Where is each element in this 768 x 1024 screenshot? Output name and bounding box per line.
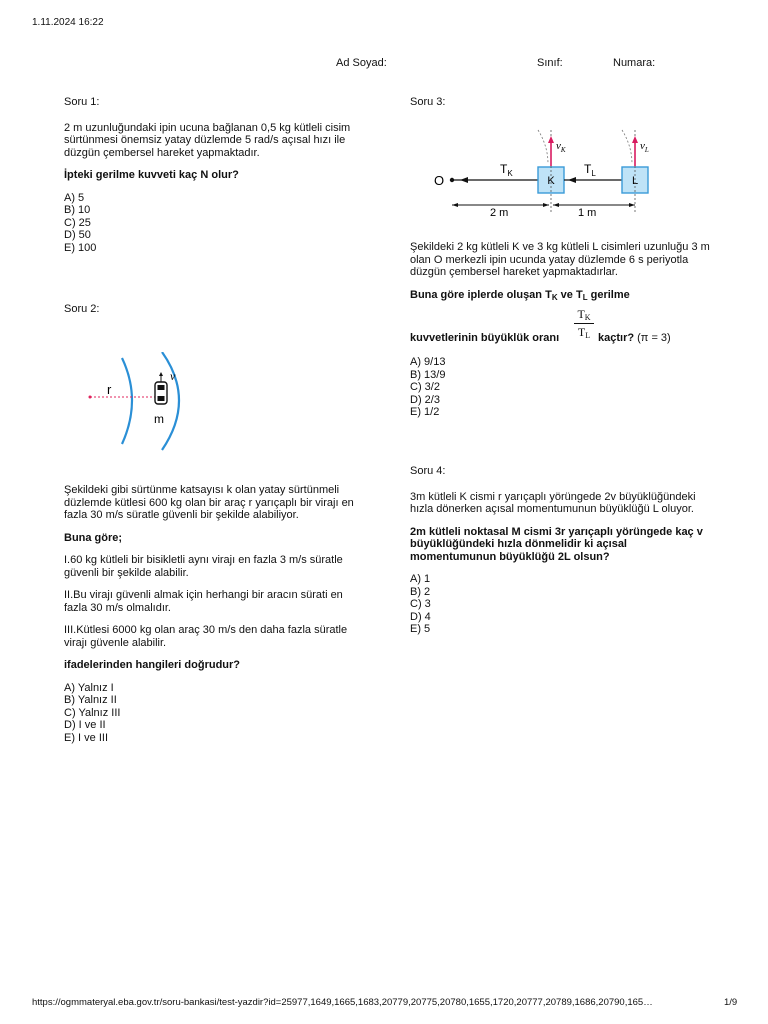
option-b[interactable]: B) 2: [410, 585, 431, 598]
velocity-arrow-head: [159, 372, 163, 376]
option-b[interactable]: B) 13/9: [410, 368, 446, 381]
option-c[interactable]: C) Yalnız III: [64, 706, 121, 719]
l-path: [622, 130, 632, 164]
dim-1m-left: [553, 203, 559, 207]
question-4: [410, 465, 710, 636]
dim-1m-label: 1 m: [578, 207, 597, 219]
option-e[interactable]: E) 100: [64, 241, 97, 254]
question-3-prompt-end: kaçtır? (π = 3): [598, 332, 671, 344]
question-2-buna-gore: Buna göre;: [64, 531, 123, 544]
question-2-options: [64, 682, 364, 745]
question-3-title: Soru 3:: [410, 96, 446, 108]
statement-2: II.Bu virajı güvenli almak için herhangi bir aracın sürati en fazla 30 m/s olmalıdır.: [64, 589, 343, 614]
vl-vector-head: [632, 136, 638, 143]
option-a[interactable]: A) Yalnız I: [64, 681, 114, 694]
question-1-text: 2 m uzunluğundaki ipin ucuna bağlanan 0,5 kg kütleli cisim sürtünmesi önemsiz yatay düzlemde 5 rad/s açısal hızı ile düzgün çembersel hareket yapmaktadır.: [64, 121, 351, 159]
car-window-rear: [158, 396, 165, 401]
option-c[interactable]: C) 3: [410, 598, 431, 610]
ratio-denominator: $T_L$: [577, 325, 591, 340]
option-d[interactable]: D) 4: [410, 610, 431, 623]
ratio-fraction: [574, 307, 594, 340]
inner-arc: [122, 358, 132, 444]
k-label: K: [547, 175, 555, 187]
option-e[interactable]: E) I ve III: [64, 731, 109, 744]
statement-3: III.Kütlesi 6000 kg olan araç 30 m/s den daha fazla süratle virajı güvenle alabilir.: [64, 624, 348, 649]
question-2: [64, 484, 364, 744]
question-3-prompt-line1: Buna göre iplerde oluşan $T_K$ ve $T_L$ gerilme: [410, 288, 630, 302]
question-2-title: Soru 2:: [64, 303, 100, 315]
curve-figure: [82, 352, 192, 452]
question-3-text: Şekildeki 2 kg kütleli K ve 3 kg kütleli L cisimleri uzunluğu 3 m olan O merkezli ipin ucunda yatay düzlemde 6 s periyotla düzgün çembersel hareket yapmaktadırlar.: [410, 241, 710, 278]
vk-vector-head: [548, 136, 554, 143]
o-label: O: [434, 173, 445, 188]
dim-2m-right: [543, 203, 549, 207]
option-c[interactable]: C) 25: [64, 216, 91, 229]
option-e[interactable]: E) 1/2: [410, 406, 440, 418]
option-a[interactable]: A) 5: [64, 191, 85, 204]
question-3-title-wrap: [410, 96, 710, 109]
option-d[interactable]: D) 50: [64, 229, 91, 241]
question-4-title: Soru 4:: [410, 465, 446, 477]
question-3: [410, 241, 710, 304]
center-point: [89, 396, 92, 399]
question-4-prompt: 2m kütleli noktasal M cismi 3r yarıçaplı yörüngede kaç v büyüklüğündeki hızla dönmelidir ki açısal momentumunun büyüklüğü 2L olsun?: [410, 525, 703, 563]
question-1-options: [64, 192, 364, 255]
number-label: Numara:: [613, 57, 656, 69]
strings-figure: [430, 124, 670, 224]
option-d[interactable]: D) I ve II: [64, 719, 106, 731]
k-path: [538, 130, 548, 164]
r-label: r: [107, 382, 112, 397]
option-c[interactable]: C) 3/2: [410, 381, 440, 393]
question-1-title: Soru 1:: [64, 96, 100, 108]
dim-1m-right: [629, 203, 635, 207]
tk-arrow-head: [460, 177, 468, 183]
question-1: [64, 96, 364, 254]
question-1-prompt: İpteki gerilme kuvveti kaç N olur?: [64, 169, 239, 181]
tk-label: $T_K$: [500, 162, 513, 178]
dim-2m-left: [452, 203, 458, 207]
page-number: 1/9: [724, 997, 738, 1008]
question-3-options: [410, 356, 610, 419]
ratio-numerator: $T_K$: [577, 307, 591, 322]
m-label: m: [154, 412, 164, 426]
tl-arrow-head: [568, 177, 576, 183]
option-b[interactable]: B) Yalnız II: [64, 694, 117, 706]
question-3-prompt-line2: kuvvetlerinin büyüklük oranı: [410, 332, 560, 344]
class-label: Sınıf:: [537, 57, 563, 69]
car-window: [158, 385, 165, 390]
option-b[interactable]: B) 10: [64, 204, 91, 216]
tl-label: $T_L$: [584, 162, 596, 178]
dim-2m-label: 2 m: [490, 207, 509, 219]
option-a[interactable]: A) 9/13: [410, 356, 446, 368]
question-2-title-wrap: [64, 303, 364, 316]
option-a[interactable]: A) 1: [410, 573, 431, 585]
name-label: Ad Soyad:: [336, 57, 387, 69]
option-e[interactable]: E) 5: [410, 623, 431, 635]
question-4-text: 3m kütleli K cismi r yarıçaplı yörüngede 2v büyüklüğündeki hızla dönerken açısal momentumunun büyüklüğü L oluyor.: [410, 490, 696, 515]
question-4-options: [410, 573, 710, 636]
question-2-prompt: ifadelerinden hangileri doğrudur?: [64, 659, 241, 671]
footer: [32, 997, 738, 1008]
vl-label: $v_L$: [640, 140, 649, 154]
v-label: v: [170, 369, 176, 383]
footer-url[interactable]: https://ogmmateryal.eba.gov.tr/soru-bankasi/test-yazdir?id=25977,1649,1665,1683,20779,20775,20780,1655,1720,20777,20789,1686,20790,165…: [32, 997, 653, 1008]
print-datetime: 1.11.2024 16:22: [32, 17, 104, 28]
question-2-text: Şekildeki gibi sürtünme katsayısı k olan yatay sürtünmeli düzlemde kütlesi 600 kg olan bir araç r yarıçaplı bir virajı en fazla 30 m/s süratle güvenli bir şekilde alabiliyor.: [64, 484, 354, 521]
l-label: L: [631, 175, 639, 187]
option-d[interactable]: D) 2/3: [410, 393, 440, 406]
statement-1: I.60 kg kütleli bir bisikletli aynı virajı en fazla 3 m/s süratle güvenli bir şekilde alabilir.: [64, 554, 343, 579]
vk-label: $v_K$: [556, 140, 566, 154]
